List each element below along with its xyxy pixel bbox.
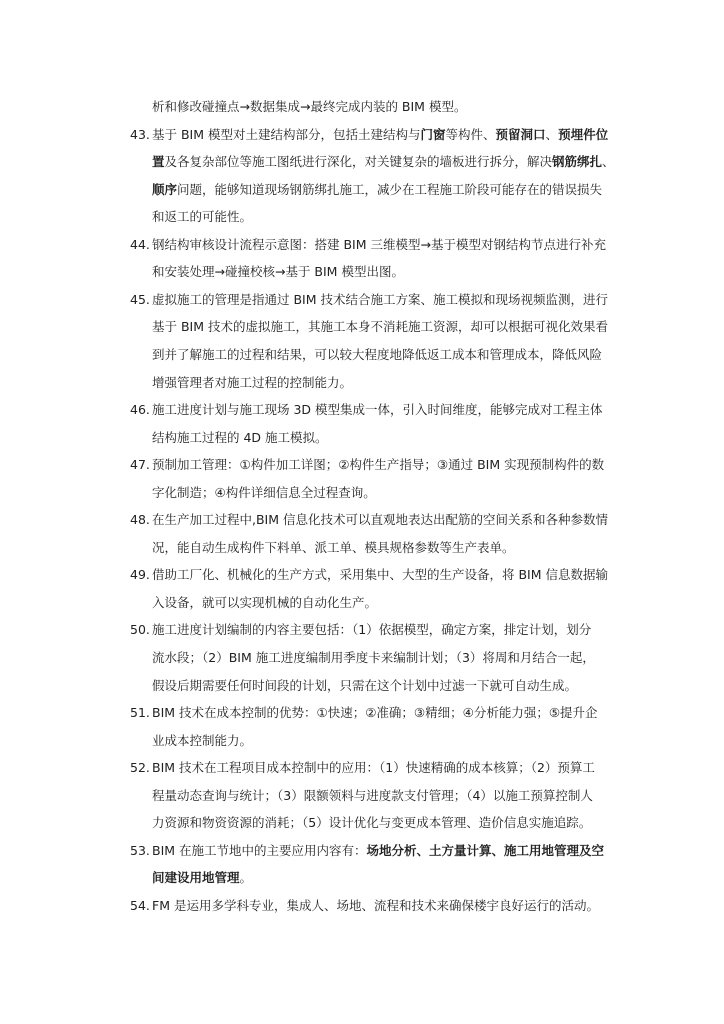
item-number: 46. [130, 402, 150, 418]
bold-text: 间建设用地管理 [152, 870, 240, 886]
text-line [152, 760, 595, 776]
item-number: 45. [130, 291, 150, 307]
text-line [152, 540, 515, 556]
text-line [152, 678, 577, 694]
text-line [152, 567, 608, 583]
text-segment: BIM 在施工节地中的主要应用内容有： [152, 842, 367, 858]
text-line [152, 733, 252, 749]
text-segment: 和安装处理→碰撞校核→基于 BIM 模型出图。 [152, 264, 404, 280]
bold-text: 顺序 [152, 181, 178, 197]
text-segment: 虚拟施工的管理是指通过 BIM 技术结合施工方案、施工模拟和现场视频监测，进行 [152, 291, 608, 307]
text-segment: 力资源和物资资源的消耗；（5）设计优化与变更成本管理、造价信息实施追踪。 [152, 815, 592, 831]
text-segment: 入设备，就可以实现机械的自动化生产。 [152, 594, 378, 610]
text-line [152, 870, 252, 886]
bold-text: 钢筋绑扎 [552, 154, 603, 170]
text-segment: 和返工的可能性。 [152, 209, 253, 225]
text-segment: BIM 技术在成本控制的优势：①快速；②准确；③精细；④分析能力强；⑤提升企 [152, 705, 598, 721]
text-line [152, 154, 615, 170]
text-line [152, 650, 595, 666]
text-line [152, 485, 376, 501]
text-segment: 钢结构审核设计流程示意图：搭建 BIM 三维模型→基于模型对钢结构节点进行补充 [152, 236, 606, 252]
text-segment: 基于 BIM 技术的虚拟施工，其施工本身不消耗施工资源，却可以根据可视化效果看 [152, 319, 608, 335]
text-segment: 假设后期需要任何时间段的计划，只需在这个计划中过滤一下就可自动生成。 [152, 677, 578, 693]
text-line [152, 99, 466, 115]
text-line [152, 375, 352, 391]
text-line [152, 843, 604, 859]
bold-text: 置 [152, 154, 165, 170]
text-line [152, 209, 252, 225]
text-line [152, 264, 404, 280]
bold-text: 预埋件位 [558, 126, 609, 142]
text-line [152, 595, 377, 611]
text-segment: 问题，能够知道现场钢筋绑扎施工，减少在工程施工阶段可能存在的错误损失 [177, 181, 603, 197]
item-number: 49. [130, 567, 150, 583]
text-segment: 施工进度计划编制的内容主要包括：（1）依据模型，确定方案，排定计划，划分 [152, 622, 592, 638]
text-line [152, 182, 602, 198]
text-line [152, 457, 604, 473]
item-number: 53. [130, 842, 150, 858]
text-segment: 程量动态查询与统计；（3）限额领料与进度款支付管理；（4）以施工预算控制人 [152, 787, 593, 803]
text-segment: 。 [239, 870, 253, 886]
text-line [152, 292, 608, 308]
text-segment: 业成本控制能力。 [152, 732, 253, 748]
bold-text: 场地分析、土方量计算、施工用地管理及空 [366, 842, 605, 858]
text-line [152, 430, 328, 446]
item-number: 48. [130, 512, 150, 528]
text-segment: 、 [602, 154, 615, 170]
text-segment: 字化制造；④构件详细信息全过程查询。 [152, 484, 376, 500]
text-segment: 施工进度计划与施工现场 3D 模型集成一体，引入时间维度，能够完成对工程主体 [152, 402, 603, 418]
item-number: 43. [130, 126, 150, 142]
item-number: 44. [130, 236, 150, 252]
text-segment: 等构件、 [445, 126, 496, 142]
text-line [152, 622, 591, 638]
text-segment: FM 是运用多学科专业，集成人、场地、流程和技术来确保楼宇良好运行的活动。 [152, 897, 599, 913]
text-line [152, 402, 603, 418]
text-segment: BIM 技术在工程项目成本控制中的应用：（1）快速精确的成本核算；（2）预算工 [152, 760, 595, 776]
text-line [152, 127, 608, 143]
text-segment: 析和修改碰撞点→数据集成→最终完成内装的 BIM 模型。 [152, 99, 467, 114]
text-segment: 基于 BIM 模型对土建结构部分，包括土建结构与 [152, 126, 421, 142]
text-segment: 及各复杂部位等施工图纸进行深化，对关键复杂的墙板进行拆分，解决 [164, 154, 553, 170]
item-number: 52. [130, 760, 150, 776]
bold-text: 门窗 [420, 126, 446, 142]
text-line [152, 512, 608, 528]
text-line [152, 788, 593, 804]
text-segment: 况，能自动生成构件下料单、派工单、模具规格参数等生产表单。 [152, 539, 515, 555]
item-number: 50. [130, 622, 150, 638]
text-segment: 在生产加工过程中,BIM 信息化技术可以直观地表达出配筋的空间关系和各种参数情 [152, 512, 608, 528]
item-number: 51. [130, 705, 150, 721]
text-segment: 流水段；（2）BIM 施工进度编制用季度卡来编制计划；（3）将周和月结合一起， [152, 650, 595, 665]
bold-text: 预留洞口 [495, 126, 546, 142]
text-line [152, 898, 599, 914]
text-line [152, 237, 606, 253]
item-number: 47. [130, 457, 150, 473]
text-line [152, 815, 591, 831]
text-line [152, 319, 608, 335]
item-number: 54. [130, 897, 150, 913]
text-segment: 到并了解施工的过程和结果，可以较大程度地降低返工成本和管理成本，降低风险 [152, 346, 603, 362]
text-segment: 增强管理者对施工过程的控制能力。 [152, 374, 353, 390]
text-segment: 预制加工管理：①构件加工详图；②构件生产指导；③通过 BIM 实现预制构件的数 [152, 457, 605, 473]
text-segment: 结构施工过程的 4D 施工模拟。 [152, 429, 328, 445]
text-segment: 、 [545, 126, 559, 142]
text-segment: 借助工厂化、机械化的生产方式，采用集中、大型的生产设备，将 BIM 信息数据输 [152, 567, 608, 583]
text-line [152, 705, 598, 721]
text-line [152, 347, 602, 363]
